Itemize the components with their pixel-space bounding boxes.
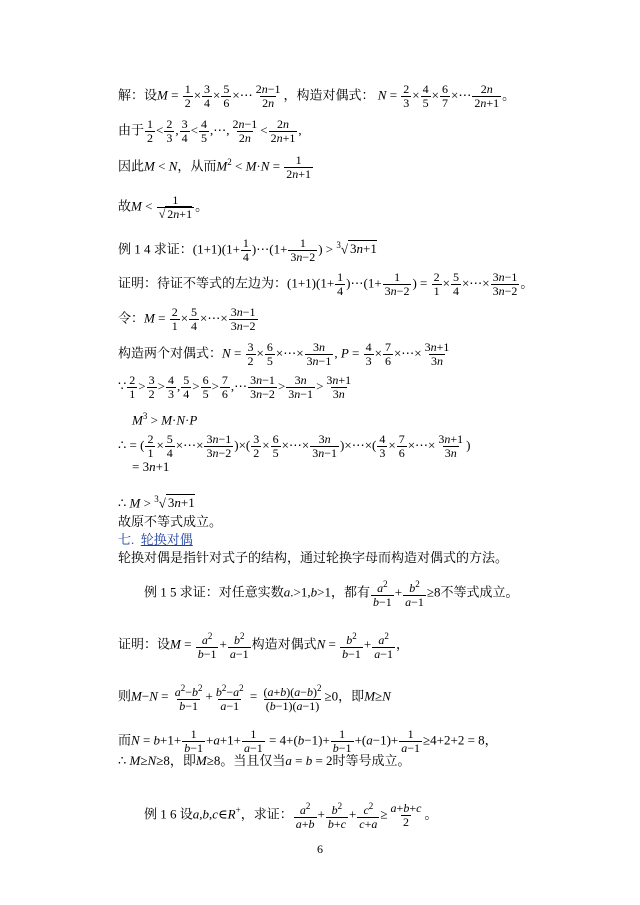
text: ，构造对偶式：	[283, 87, 375, 103]
example-15: 例 1 5 求证：对任意实数a.>1,b>1，都有 $\frac{a^2}{b-1}$ + $\frac{b^2}{a-1}$ ≥8不等式成立。	[144, 579, 519, 609]
conclusion-14: 故原不等式成立。	[118, 514, 223, 529]
text: 因此	[118, 158, 145, 174]
text: 不等式成立。	[440, 584, 519, 600]
text: 解：设	[118, 87, 158, 103]
text: 故	[118, 198, 132, 214]
text: 。	[520, 275, 534, 291]
product-result: = 3n+1	[132, 459, 170, 474]
pair-line: 构造两个对偶式：N = $\frac{3}{2}$ × $\frac{6}{5}$ ×⋯× $\frac{3n}{3n-1}$ , P = $\frac{4}{3}$ × $\frac{7}{6}$ ×⋯× $\frac{3n+1}{3n}$	[118, 340, 450, 368]
solution-line-3: 因此M < N，从而$M^2 < M\cdot N$ = $\frac{1}{2n+1}$	[118, 152, 312, 181]
solution-line-1: 解：设M = $\frac{1}{2}$ × $\frac{3}{4}$ × $\frac{5}{6}$ ×⋯ $\frac{2n-1}{2n}$ ，构造对偶式： N = $\frac{2}{3}$ × $\frac{4}{5}$ × $\frac{6}{7}$ ×⋯ $\frac{2n}{2n+1}$ 。	[118, 82, 516, 110]
difference-line: 则M−N = $\frac{a^2-b^2}{b-1}$ + $\frac{b^2-a^2}{a-1}$ = $\frac{(a+b)(a-b)^2}{(b-1)(a-1)}$ ≥0，即M≥N	[118, 683, 391, 713]
example-14: 例 1 4 求证：(1+1)(1+ $\frac{1}{4}$ )⋯(1+ $\frac{1}{3n-2}$ ) > $^3$√ 3n+1	[118, 235, 377, 264]
section-title: 轮换对偶	[140, 532, 193, 547]
text: ，	[396, 636, 410, 652]
text: ，都有	[330, 584, 370, 600]
text: 构造两个对偶式：	[118, 345, 223, 361]
text: 例 1 5 求证：对任意实数	[144, 584, 284, 600]
text: 。	[195, 198, 209, 214]
conclusion-15: ∴ M≥N≥8，即M≥8。当且仅当a = b = 2时等号成立。	[118, 753, 411, 768]
text: 证明：待证不等式的左边为：	[118, 275, 288, 291]
because-line: ∵ $\frac{2}{1}$ > $\frac{3}{2}$ > $\frac{4}{3}$ , $\frac{5}{4}$ > $\frac{6}{5}$ > $\frac{7}{6}$ ,⋯ $\frac{3n-1}{3n-2}$ > $\frac{3n}{3n-1}$ > $\frac{3n+1}{3n}$	[118, 373, 352, 401]
text: 例 1 4 求证：	[118, 241, 193, 257]
text: 。	[502, 87, 516, 103]
text: ，求证：	[240, 806, 293, 822]
text: 证明：设	[118, 636, 171, 652]
proof-15: 证明：设M = $\frac{a^2}{b-1}$ + $\frac{b^2}{a-1}$ 构造对偶式N = $\frac{b^2}{b-1}$ + $\frac{a^2}{a-1}$ ，	[118, 631, 410, 661]
text: 例 1 6 设	[144, 806, 193, 822]
result-line: ∴ M > $^3$√ 3n+1	[118, 494, 195, 511]
section-number: 七.	[118, 532, 135, 547]
page-number: 6	[317, 842, 323, 856]
section-heading	[118, 531, 193, 549]
section-description: 轮换对偶是指针对式子的结构，通过轮换字母而构造对偶式的方法。	[118, 550, 509, 565]
let-line: 令：M = $\frac{2}{1}$ × $\frac{5}{4}$ ×⋯× $\frac{3n-1}{3n-2}$	[118, 305, 256, 333]
product-line: ∴ = ( $\frac{2}{1}$ × $\frac{5}{4}$ ×⋯× $\frac{3n-1}{3n-2}$ )×( $\frac{3}{2}$ × $\frac{6}{5}$ ×⋯× $\frac{3n}{3n-1}$ )×⋯×( $\frac{4}{3}$ × $\frac{7}{6}$ ×⋯× $\frac{3n+1}{3n}$ )	[118, 432, 471, 460]
text: 由于	[118, 122, 145, 138]
example-16: 例 1 6 设a,b,c∈R+，求证： $\frac{a^2}{a+b}$ + $\frac{b^2}{b+c}$ + $\frac{c^2}{c+a}$ ≥ $\frac{a+b+c}{2}$ 。	[144, 801, 438, 831]
text: 令：	[118, 310, 145, 326]
text: ，从而	[177, 158, 217, 174]
text: ，	[484, 732, 498, 748]
text: 而	[118, 732, 132, 748]
text: 时等号成立。	[332, 753, 411, 768]
text: 则	[118, 688, 132, 704]
text: 。	[424, 806, 438, 822]
text: ，即	[338, 688, 365, 704]
solution-line-4: 故M < $\frac{1}{√ 2n+1}$ 。	[118, 193, 209, 221]
n-value-line: 而N = b+1+ $\frac{1}{b-1}$ +a+1+ $\frac{1}{a-1}$ = 4+(b−1)+ $\frac{1}{b-1}$ +(a−1)+ $\frac{1}{a-1}$ ≥4+2+2 = 8，	[118, 727, 498, 755]
cube-line: $M^3 > M\cdot N\cdot P$	[132, 411, 198, 428]
text: ，即	[169, 753, 196, 768]
text: 构造对偶式	[251, 636, 317, 652]
solution-line-2: 由于 $\frac{1}{2}$ < $\frac{2}{3}$ , $\frac{3}{4}$ < $\frac{4}{5}$ ,⋯, $\frac{2n-1}{2n}$ < $\frac{2n}{2n+1}$ ,	[118, 117, 302, 145]
text: 。当且仅当	[220, 753, 286, 768]
proof-14: 证明：待证不等式的左边为：(1+1)(1+ $\frac{1}{4}$ )⋯(1+ $\frac{1}{3n-2}$ ) = $\frac{2}{1}$ × $\frac{5}{4}$ ×⋯× $\frac{3n-1}{3n-2}$ 。	[118, 270, 534, 298]
